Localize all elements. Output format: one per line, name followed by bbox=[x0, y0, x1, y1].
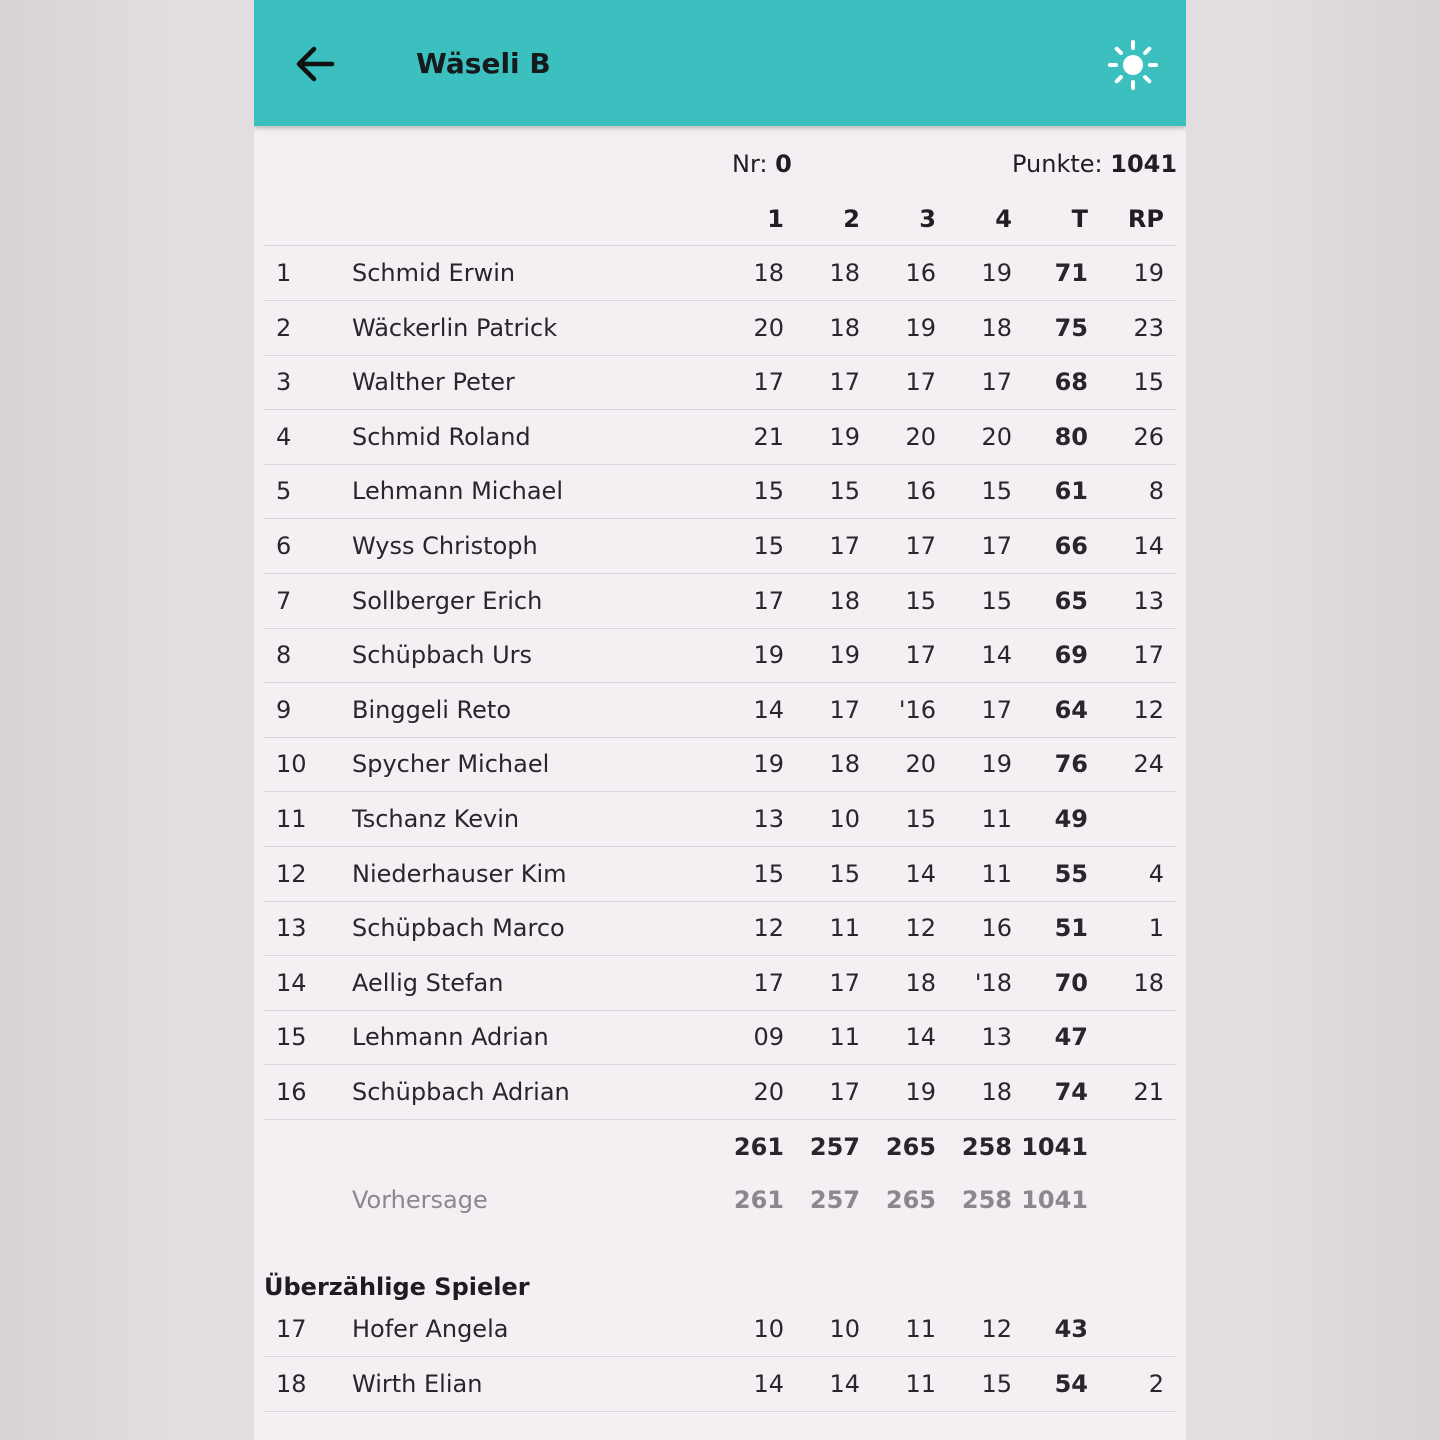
nr-label: Nr: bbox=[732, 150, 768, 178]
cell-r3: 15 bbox=[905, 805, 936, 833]
cell-r1: 19 bbox=[753, 641, 784, 670]
cell-name: Wyss Christoph bbox=[352, 532, 538, 560]
cell-r4: '18 bbox=[974, 968, 1012, 997]
prediction-label: Vorhersage bbox=[352, 1186, 488, 1214]
cell-r4: 15 bbox=[981, 477, 1012, 506]
cell-r1: 14 bbox=[753, 1369, 784, 1398]
cell-r3: 14 bbox=[905, 859, 936, 888]
cell-r2: 17 bbox=[829, 695, 860, 724]
table-row[interactable] bbox=[264, 1010, 1176, 1065]
cell-r1: 09 bbox=[753, 1023, 784, 1052]
sun-icon bbox=[1106, 38, 1160, 92]
cell-rp: 26 bbox=[1133, 422, 1164, 451]
cell-num: 10 bbox=[276, 750, 307, 779]
points-label: Punkte: bbox=[1012, 150, 1103, 178]
cell-r2: 11 bbox=[829, 1023, 860, 1052]
table-row[interactable] bbox=[264, 246, 1176, 301]
table-row[interactable] bbox=[264, 901, 1176, 956]
cell-t: 70 bbox=[1054, 968, 1088, 997]
cell-r1: 19 bbox=[753, 750, 784, 779]
cell-r1: 17 bbox=[753, 368, 784, 397]
cell-r2: 19 bbox=[829, 422, 860, 451]
cell-r4: 13 bbox=[981, 1023, 1012, 1052]
cell-r4: 19 bbox=[981, 750, 1012, 779]
cell-num: 14 bbox=[276, 968, 307, 997]
prediction-r2: 257 bbox=[809, 1186, 860, 1214]
cell-t: 65 bbox=[1054, 586, 1088, 615]
cell-name: Spycher Michael bbox=[352, 750, 550, 779]
cell-r4: 17 bbox=[981, 695, 1012, 724]
cell-r4: 18 bbox=[981, 313, 1012, 342]
table-row[interactable] bbox=[264, 792, 1176, 847]
cell-name: Schüpbach Adrian bbox=[352, 1078, 570, 1106]
cell-rp bbox=[1104, 792, 1164, 846]
table-row[interactable] bbox=[264, 628, 1176, 683]
cell-r2: 19 bbox=[829, 641, 860, 670]
cell-r4: 12 bbox=[981, 1315, 1012, 1343]
cell-t: 68 bbox=[1054, 368, 1088, 397]
cell-r3: 18 bbox=[905, 968, 936, 997]
arrow-left-icon bbox=[292, 39, 342, 89]
table-row[interactable] bbox=[264, 1065, 1176, 1120]
cell-r1: 15 bbox=[753, 859, 784, 888]
table-row[interactable] bbox=[264, 301, 1176, 356]
cell-r3: 17 bbox=[905, 532, 936, 560]
total-r1: 261 bbox=[733, 1133, 784, 1161]
cell-t: 80 bbox=[1054, 422, 1088, 451]
cell-t: 61 bbox=[1054, 477, 1088, 506]
cell-t: 74 bbox=[1054, 1078, 1088, 1106]
cell-num: 6 bbox=[276, 532, 292, 560]
cell-name: Lehmann Michael bbox=[352, 477, 563, 506]
nr-value: 0 bbox=[775, 150, 792, 178]
cell-num: 18 bbox=[276, 1369, 307, 1398]
cell-r1: 17 bbox=[753, 968, 784, 997]
cell-r3: 19 bbox=[905, 1078, 936, 1106]
table-row[interactable] bbox=[264, 464, 1176, 519]
cell-t: 75 bbox=[1054, 313, 1088, 342]
cell-t: 51 bbox=[1054, 914, 1088, 943]
cell-t: 71 bbox=[1054, 259, 1088, 287]
cell-t: 69 bbox=[1054, 641, 1088, 670]
total-r4: 258 bbox=[961, 1133, 1012, 1161]
cell-name: Walther Peter bbox=[352, 368, 515, 397]
cell-r3: 17 bbox=[905, 641, 936, 670]
col-header-total: T bbox=[1071, 204, 1088, 233]
cell-t: 43 bbox=[1054, 1315, 1088, 1343]
cell-num: 2 bbox=[276, 313, 292, 342]
cell-r4: 14 bbox=[981, 641, 1012, 670]
cell-r1: 17 bbox=[753, 586, 784, 615]
cell-rp: 21 bbox=[1133, 1078, 1164, 1106]
table-row[interactable] bbox=[264, 519, 1176, 574]
table-row[interactable] bbox=[264, 847, 1176, 902]
cell-rp: 14 bbox=[1133, 532, 1164, 560]
cell-r3: 11 bbox=[905, 1315, 936, 1343]
cell-rp: 8 bbox=[1148, 477, 1164, 506]
cell-r2: 17 bbox=[829, 532, 860, 560]
cell-r3: 14 bbox=[905, 1023, 936, 1052]
cell-r2: 18 bbox=[829, 259, 860, 287]
points-value: 1041 bbox=[1110, 150, 1178, 178]
screen bbox=[254, 0, 1186, 1440]
cell-name: Tschanz Kevin bbox=[352, 805, 520, 833]
cell-name: Schüpbach Marco bbox=[352, 914, 565, 943]
cell-r3: 19 bbox=[905, 313, 936, 342]
extra-players-title: Überzählige Spieler bbox=[264, 1273, 530, 1301]
cell-r1: 20 bbox=[753, 313, 784, 342]
cell-rp: 12 bbox=[1133, 695, 1164, 724]
col-header-rp: RP bbox=[1127, 204, 1164, 233]
cell-name: Schmid Roland bbox=[352, 422, 531, 451]
col-header-1: 1 bbox=[767, 204, 784, 233]
cell-r2: 18 bbox=[829, 750, 860, 779]
cell-t: 49 bbox=[1054, 805, 1088, 833]
cell-r4: 17 bbox=[981, 532, 1012, 560]
cell-r2: 10 bbox=[829, 1315, 860, 1343]
cell-rp: 18 bbox=[1133, 968, 1164, 997]
back-button[interactable] bbox=[292, 39, 342, 89]
total-r3: 265 bbox=[885, 1133, 936, 1161]
prediction-r1: 261 bbox=[733, 1186, 784, 1214]
table-row[interactable] bbox=[264, 683, 1176, 738]
cell-r1: 12 bbox=[753, 914, 784, 943]
cell-t: 55 bbox=[1054, 859, 1088, 888]
points-info bbox=[1012, 144, 1177, 184]
cell-num: 16 bbox=[276, 1078, 307, 1106]
cell-r3: 12 bbox=[905, 914, 936, 943]
cell-r1: 18 bbox=[753, 259, 784, 287]
cell-r4: 11 bbox=[981, 805, 1012, 833]
cell-r2: 17 bbox=[829, 1078, 860, 1106]
cell-name: Schmid Erwin bbox=[352, 259, 516, 287]
cell-r2: 11 bbox=[829, 914, 860, 943]
cell-r2: 18 bbox=[829, 313, 860, 342]
cell-rp: 13 bbox=[1133, 586, 1164, 615]
app-bar bbox=[254, 0, 1186, 126]
cell-r4: 18 bbox=[981, 1078, 1012, 1106]
cell-rp: 23 bbox=[1133, 313, 1164, 342]
cell-t: 66 bbox=[1054, 532, 1088, 560]
cell-r3: 11 bbox=[905, 1369, 936, 1398]
cell-t: 54 bbox=[1054, 1369, 1088, 1398]
cell-num: 3 bbox=[276, 368, 292, 397]
col-header-4: 4 bbox=[995, 204, 1012, 233]
table-row[interactable] bbox=[264, 956, 1176, 1011]
cell-r4: 20 bbox=[981, 422, 1012, 451]
prediction-row bbox=[264, 1173, 1176, 1227]
cell-rp bbox=[1104, 1010, 1164, 1064]
cell-rp: 2 bbox=[1148, 1369, 1164, 1398]
cell-rp: 19 bbox=[1133, 259, 1164, 287]
cell-r2: 17 bbox=[829, 368, 860, 397]
cell-r3: 15 bbox=[905, 586, 936, 615]
total-t: 1041 bbox=[1021, 1133, 1088, 1161]
cell-num: 9 bbox=[276, 695, 292, 724]
prediction-r3: 265 bbox=[885, 1186, 936, 1214]
cell-name: Niederhauser Kim bbox=[352, 859, 567, 888]
cell-r4: 17 bbox=[981, 368, 1012, 397]
cell-r1: 21 bbox=[753, 422, 784, 451]
cell-name: Schüpbach Urs bbox=[352, 641, 532, 670]
total-r2: 257 bbox=[809, 1133, 860, 1161]
cell-name: Aellig Stefan bbox=[352, 968, 504, 997]
cell-num: 11 bbox=[276, 805, 307, 833]
cell-rp: 24 bbox=[1133, 750, 1164, 779]
theme-toggle-button[interactable] bbox=[1106, 38, 1160, 92]
cell-rp: 4 bbox=[1148, 859, 1164, 888]
cell-name: Wäckerlin Patrick bbox=[352, 313, 558, 342]
cell-r1: 13 bbox=[753, 805, 784, 833]
table-row[interactable] bbox=[264, 1357, 1176, 1412]
cell-name: Hofer Angela bbox=[352, 1315, 509, 1343]
cell-rp: 1 bbox=[1148, 914, 1164, 943]
cell-r3: 17 bbox=[905, 368, 936, 397]
cell-r3: 20 bbox=[905, 750, 936, 779]
cell-r4: 15 bbox=[981, 586, 1012, 615]
cell-r1: 15 bbox=[753, 477, 784, 506]
cell-t: 47 bbox=[1054, 1023, 1088, 1052]
cell-num: 7 bbox=[276, 586, 292, 615]
table-row[interactable] bbox=[264, 737, 1176, 792]
prediction-t: 1041 bbox=[1021, 1186, 1088, 1214]
cell-r4: 11 bbox=[981, 859, 1012, 888]
cell-r2: 10 bbox=[829, 805, 860, 833]
nr-info bbox=[732, 144, 792, 184]
cell-r2: 15 bbox=[829, 859, 860, 888]
cell-num: 15 bbox=[276, 1023, 307, 1052]
page-title: Wäseli B bbox=[416, 47, 551, 80]
cell-num: 13 bbox=[276, 914, 307, 943]
cell-r4: 15 bbox=[981, 1369, 1012, 1398]
cell-name: Binggeli Reto bbox=[352, 695, 511, 724]
col-header-2: 2 bbox=[843, 204, 860, 233]
cell-t: 76 bbox=[1054, 750, 1088, 779]
cell-num: 1 bbox=[276, 259, 292, 287]
cell-r2: 18 bbox=[829, 586, 860, 615]
cell-r4: 19 bbox=[981, 259, 1012, 287]
totals-row bbox=[264, 1120, 1176, 1174]
table-row[interactable] bbox=[264, 410, 1176, 465]
cell-r3: 20 bbox=[905, 422, 936, 451]
cell-num: 5 bbox=[276, 477, 292, 506]
cell-rp: 15 bbox=[1133, 368, 1164, 397]
table-row[interactable] bbox=[264, 1302, 1176, 1357]
cell-r1: 10 bbox=[753, 1315, 784, 1343]
cell-rp bbox=[1104, 1302, 1164, 1356]
cell-r3: 16 bbox=[905, 259, 936, 287]
cell-r3: '16 bbox=[898, 695, 936, 724]
table-row[interactable] bbox=[264, 574, 1176, 629]
cell-r4: 16 bbox=[981, 914, 1012, 943]
cell-r3: 16 bbox=[905, 477, 936, 506]
cell-num: 12 bbox=[276, 859, 307, 888]
cell-name: Wirth Elian bbox=[352, 1369, 483, 1398]
cell-num: 8 bbox=[276, 641, 292, 670]
table-header bbox=[264, 192, 1176, 246]
cell-r1: 14 bbox=[753, 695, 784, 724]
cell-t: 64 bbox=[1054, 695, 1088, 724]
prediction-r4: 258 bbox=[961, 1186, 1012, 1214]
cell-r1: 15 bbox=[753, 532, 784, 560]
cell-name: Lehmann Adrian bbox=[352, 1023, 549, 1052]
cell-r1: 20 bbox=[753, 1078, 784, 1106]
cell-rp: 17 bbox=[1133, 641, 1164, 670]
cell-r2: 14 bbox=[829, 1369, 860, 1398]
cell-num: 4 bbox=[276, 422, 292, 451]
cell-num: 17 bbox=[276, 1315, 307, 1343]
cell-name: Sollberger Erich bbox=[352, 586, 543, 615]
cell-r2: 17 bbox=[829, 968, 860, 997]
col-header-3: 3 bbox=[919, 204, 936, 233]
table-row[interactable] bbox=[264, 355, 1176, 410]
cell-r2: 15 bbox=[829, 477, 860, 506]
